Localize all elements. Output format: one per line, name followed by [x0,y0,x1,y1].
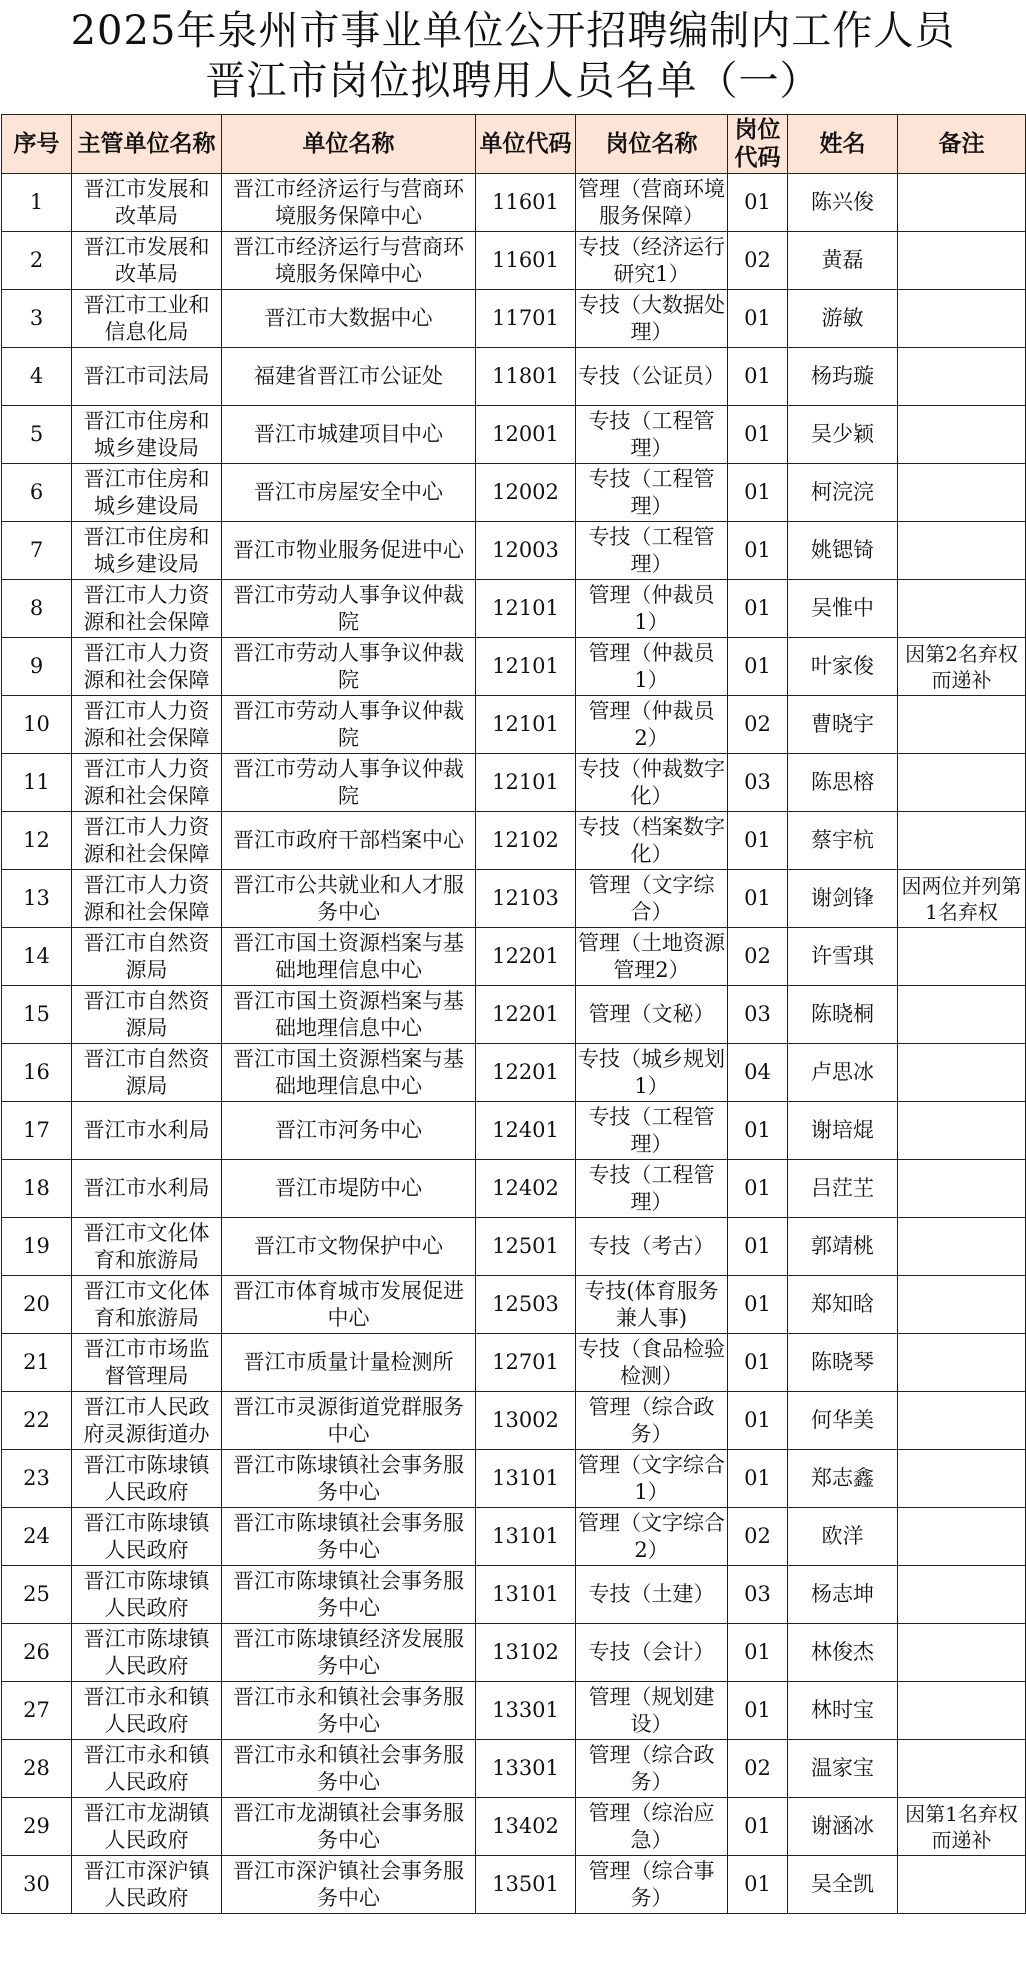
table-row [2,928,1026,986]
cell-unit-name: 晋江市物业服务促进中心 [222,522,476,580]
cell-name: 温家宝 [788,1740,898,1798]
cell-unit-code: 12503 [476,1276,576,1334]
table-row [2,1392,1026,1450]
cell-supervisor: 晋江市自然资源局 [72,986,222,1044]
cell-unit-name: 晋江市灵源街道党群服务中心 [222,1392,476,1450]
cell-position-name: 管理（仲裁员1） [576,638,728,696]
cell-unit-name: 晋江市经济运行与营商环境服务保障中心 [222,174,476,232]
cell-unit-name: 晋江市体育城市发展促进中心 [222,1276,476,1334]
cell-position-code: 01 [728,812,788,870]
cell-position-name: 管理（综合事务） [576,1856,728,1914]
table-row [2,348,1026,406]
cell-unit-name: 晋江市国土资源档案与基础地理信息中心 [222,1044,476,1102]
cell-remarks [898,232,1026,290]
table-row [2,1102,1026,1160]
cell-position-name: 专技（土建） [576,1566,728,1624]
cell-index: 6 [2,464,72,522]
cell-unit-name: 晋江市文物保护中心 [222,1218,476,1276]
cell-position-name: 管理（综治应急） [576,1798,728,1856]
cell-unit-code: 12402 [476,1160,576,1218]
cell-remarks [898,1102,1026,1160]
table-row [2,870,1026,928]
table-row [2,522,1026,580]
cell-unit-name: 晋江市劳动人事争议仲裁院 [222,580,476,638]
cell-unit-name: 晋江市堤防中心 [222,1160,476,1218]
cell-position-name: 专技（公证员） [576,348,728,406]
cell-index: 13 [2,870,72,928]
cell-remarks [898,696,1026,754]
cell-supervisor: 晋江市发展和改革局 [72,174,222,232]
cell-position-name: 专技（档案数字化） [576,812,728,870]
cell-index: 25 [2,1566,72,1624]
cell-position-name: 管理（文秘） [576,986,728,1044]
cell-remarks [898,406,1026,464]
cell-remarks [898,1160,1026,1218]
cell-remarks [898,1334,1026,1392]
cell-unit-name: 晋江市劳动人事争议仲裁院 [222,754,476,812]
cell-position-name: 专技（工程管理） [576,406,728,464]
table-row [2,1334,1026,1392]
cell-unit-name: 晋江市深沪镇社会事务服务中心 [222,1856,476,1914]
cell-unit-name: 晋江市劳动人事争议仲裁院 [222,638,476,696]
cell-index: 16 [2,1044,72,1102]
cell-unit-name: 晋江市陈埭镇经济发展服务中心 [222,1624,476,1682]
table-row [2,1740,1026,1798]
cell-unit-code: 12102 [476,812,576,870]
cell-supervisor: 晋江市文化体育和旅游局 [72,1218,222,1276]
cell-index: 2 [2,232,72,290]
table-row [2,1856,1026,1914]
cell-position-name: 管理（规划建设） [576,1682,728,1740]
table-row [2,1682,1026,1740]
cell-index: 11 [2,754,72,812]
cell-unit-name: 晋江市陈埭镇社会事务服务中心 [222,1566,476,1624]
cell-unit-code: 12101 [476,580,576,638]
cell-position-code: 01 [728,580,788,638]
header-unit-code: 单位代码 [476,115,576,174]
cell-position-name: 管理（文字综合2） [576,1508,728,1566]
cell-position-code: 01 [728,870,788,928]
title-line-1: 2025年泉州市事业单位公开招聘编制内工作人员 [70,8,956,54]
cell-name: 吴惟中 [788,580,898,638]
cell-supervisor: 晋江市人力资源和社会保障 [72,754,222,812]
cell-remarks [898,464,1026,522]
cell-supervisor: 晋江市人力资源和社会保障 [72,580,222,638]
cell-unit-code: 12001 [476,406,576,464]
cell-supervisor: 晋江市水利局 [72,1160,222,1218]
cell-unit-name: 晋江市永和镇社会事务服务中心 [222,1740,476,1798]
cell-name: 何华美 [788,1392,898,1450]
cell-index: 27 [2,1682,72,1740]
cell-name: 游敏 [788,290,898,348]
table-row [2,1450,1026,1508]
header-remarks: 备注 [898,115,1026,174]
table-row [2,696,1026,754]
cell-position-name: 专技（工程管理） [576,1160,728,1218]
cell-unit-name: 晋江市质量计量检测所 [222,1334,476,1392]
cell-position-code: 01 [728,1102,788,1160]
cell-remarks [898,1218,1026,1276]
cell-unit-code: 11601 [476,232,576,290]
cell-name: 姚锶锜 [788,522,898,580]
cell-unit-code: 13402 [476,1798,576,1856]
cell-index: 24 [2,1508,72,1566]
cell-name: 林时宝 [788,1682,898,1740]
cell-position-code: 01 [728,1392,788,1450]
table-row [2,406,1026,464]
cell-position-code: 02 [728,928,788,986]
cell-unit-code: 12201 [476,928,576,986]
cell-index: 29 [2,1798,72,1856]
table-row [2,232,1026,290]
cell-position-code: 01 [728,1160,788,1218]
cell-position-name: 管理（土地资源管理2） [576,928,728,986]
cell-unit-code: 12101 [476,696,576,754]
cell-supervisor: 晋江市陈埭镇人民政府 [72,1508,222,1566]
cell-unit-code: 13101 [476,1508,576,1566]
cell-remarks [898,1740,1026,1798]
cell-supervisor: 晋江市工业和信息化局 [72,290,222,348]
cell-position-code: 01 [728,348,788,406]
cell-position-code: 01 [728,1334,788,1392]
cell-index: 30 [2,1856,72,1914]
cell-unit-code: 12103 [476,870,576,928]
cell-unit-name: 晋江市永和镇社会事务服务中心 [222,1682,476,1740]
cell-position-name: 专技（经济运行研究1） [576,232,728,290]
header-name: 姓名 [788,115,898,174]
cell-position-name: 管理（仲裁员1） [576,580,728,638]
cell-unit-name: 晋江市大数据中心 [222,290,476,348]
cell-remarks [898,1682,1026,1740]
cell-unit-code: 12101 [476,754,576,812]
cell-unit-name: 晋江市劳动人事争议仲裁院 [222,696,476,754]
personnel-table [1,114,1026,1914]
cell-index: 14 [2,928,72,986]
cell-index: 12 [2,812,72,870]
cell-unit-code: 13002 [476,1392,576,1450]
table-row [2,290,1026,348]
cell-position-name: 专技（大数据处理） [576,290,728,348]
document-title [0,0,1026,106]
cell-position-name: 管理（综合政务） [576,1392,728,1450]
cell-position-name: 管理（文字综合） [576,870,728,928]
cell-name: 柯浣浣 [788,464,898,522]
cell-unit-code: 13301 [476,1740,576,1798]
table-row [2,1624,1026,1682]
cell-name: 谢涵冰 [788,1798,898,1856]
cell-supervisor: 晋江市自然资源局 [72,1044,222,1102]
cell-supervisor: 晋江市人力资源和社会保障 [72,812,222,870]
cell-position-code: 01 [728,1450,788,1508]
cell-position-code: 01 [728,174,788,232]
cell-position-code: 01 [728,1276,788,1334]
cell-position-name: 管理（营商环境服务保障） [576,174,728,232]
cell-unit-name: 晋江市公共就业和人才服务中心 [222,870,476,928]
cell-name: 欧洋 [788,1508,898,1566]
header-position-name: 岗位名称 [576,115,728,174]
cell-position-name: 管理（仲裁员2） [576,696,728,754]
cell-position-code: 01 [728,290,788,348]
cell-supervisor: 晋江市深沪镇人民政府 [72,1856,222,1914]
cell-remarks [898,522,1026,580]
cell-unit-name: 晋江市国土资源档案与基础地理信息中心 [222,986,476,1044]
cell-name: 蔡宇杭 [788,812,898,870]
cell-supervisor: 晋江市人民政府灵源街道办 [72,1392,222,1450]
cell-remarks [898,1856,1026,1914]
cell-supervisor: 晋江市陈埭镇人民政府 [72,1450,222,1508]
cell-position-code: 02 [728,696,788,754]
cell-name: 叶家俊 [788,638,898,696]
table-row [2,1508,1026,1566]
cell-remarks [898,1624,1026,1682]
cell-unit-code: 13102 [476,1624,576,1682]
cell-position-name: 专技(体育服务兼人事) [576,1276,728,1334]
cell-supervisor: 晋江市发展和改革局 [72,232,222,290]
cell-remarks [898,928,1026,986]
cell-index: 3 [2,290,72,348]
table-row [2,174,1026,232]
cell-unit-name: 福建省晋江市公证处 [222,348,476,406]
cell-remarks: 因两位并列第1名弃权 [898,870,1026,928]
cell-supervisor: 晋江市自然资源局 [72,928,222,986]
cell-name: 陈思榕 [788,754,898,812]
cell-position-name: 管理（综合政务） [576,1740,728,1798]
table-row [2,754,1026,812]
cell-index: 9 [2,638,72,696]
cell-name: 曹晓宇 [788,696,898,754]
cell-name: 陈晓桐 [788,986,898,1044]
cell-supervisor: 晋江市陈埭镇人民政府 [72,1566,222,1624]
cell-index: 23 [2,1450,72,1508]
cell-supervisor: 晋江市住房和城乡建设局 [72,406,222,464]
cell-name: 谢剑锋 [788,870,898,928]
cell-unit-name: 晋江市国土资源档案与基础地理信息中心 [222,928,476,986]
cell-supervisor: 晋江市龙湖镇人民政府 [72,1798,222,1856]
cell-supervisor: 晋江市住房和城乡建设局 [72,464,222,522]
table-row [2,464,1026,522]
cell-remarks [898,986,1026,1044]
cell-name: 谢培焜 [788,1102,898,1160]
cell-position-code: 02 [728,1740,788,1798]
table-row [2,1160,1026,1218]
cell-position-code: 01 [728,638,788,696]
cell-position-code: 01 [728,1624,788,1682]
cell-unit-code: 12501 [476,1218,576,1276]
cell-index: 5 [2,406,72,464]
cell-supervisor: 晋江市永和镇人民政府 [72,1682,222,1740]
cell-remarks: 因第1名弃权而递补 [898,1798,1026,1856]
cell-name: 黄磊 [788,232,898,290]
table-row [2,986,1026,1044]
table-row [2,812,1026,870]
table-header-row [2,115,1026,174]
cell-position-code: 03 [728,1566,788,1624]
cell-supervisor: 晋江市永和镇人民政府 [72,1740,222,1798]
cell-unit-code: 11801 [476,348,576,406]
table-row [2,1218,1026,1276]
cell-position-name: 专技（食品检验检测） [576,1334,728,1392]
cell-remarks [898,174,1026,232]
cell-position-name: 专技（工程管理） [576,522,728,580]
cell-remarks [898,812,1026,870]
cell-remarks [898,580,1026,638]
cell-position-code: 01 [728,406,788,464]
cell-name: 吴少颖 [788,406,898,464]
cell-index: 19 [2,1218,72,1276]
cell-index: 8 [2,580,72,638]
cell-index: 26 [2,1624,72,1682]
cell-index: 7 [2,522,72,580]
cell-name: 陈兴俊 [788,174,898,232]
cell-supervisor: 晋江市人力资源和社会保障 [72,870,222,928]
cell-position-name: 专技（仲裁数字化） [576,754,728,812]
cell-remarks [898,1392,1026,1450]
cell-supervisor: 晋江市住房和城乡建设局 [72,522,222,580]
cell-index: 18 [2,1160,72,1218]
cell-unit-code: 12002 [476,464,576,522]
cell-remarks [898,1044,1026,1102]
cell-unit-code: 12701 [476,1334,576,1392]
cell-index: 21 [2,1334,72,1392]
cell-unit-name: 晋江市城建项目中心 [222,406,476,464]
cell-unit-code: 12201 [476,986,576,1044]
cell-unit-name: 晋江市经济运行与营商环境服务保障中心 [222,232,476,290]
cell-index: 15 [2,986,72,1044]
cell-position-code: 01 [728,1682,788,1740]
cell-position-code: 01 [728,522,788,580]
cell-name: 陈晓琴 [788,1334,898,1392]
cell-name: 吴全凯 [788,1856,898,1914]
cell-unit-code: 13501 [476,1856,576,1914]
cell-supervisor: 晋江市人力资源和社会保障 [72,638,222,696]
cell-supervisor: 晋江市司法局 [72,348,222,406]
cell-remarks [898,348,1026,406]
cell-index: 22 [2,1392,72,1450]
cell-unit-code: 12101 [476,638,576,696]
cell-index: 1 [2,174,72,232]
cell-position-code: 01 [728,1218,788,1276]
table-row [2,1798,1026,1856]
cell-supervisor: 晋江市文化体育和旅游局 [72,1276,222,1334]
cell-name: 郑志鑫 [788,1450,898,1508]
table-row [2,580,1026,638]
cell-remarks [898,1276,1026,1334]
cell-unit-name: 晋江市政府干部档案中心 [222,812,476,870]
cell-unit-code: 12401 [476,1102,576,1160]
cell-position-code: 02 [728,1508,788,1566]
cell-unit-code: 12003 [476,522,576,580]
header-index: 序号 [2,115,72,174]
cell-name: 杨玙璇 [788,348,898,406]
cell-unit-name: 晋江市河务中心 [222,1102,476,1160]
cell-name: 郑知晗 [788,1276,898,1334]
cell-remarks [898,1508,1026,1566]
cell-name: 许雪琪 [788,928,898,986]
cell-position-name: 专技（考古） [576,1218,728,1276]
title-line-2: 晋江市岗位拟聘用人员名单（一） [205,58,821,104]
table-row [2,1044,1026,1102]
cell-position-code: 04 [728,1044,788,1102]
cell-name: 吕茳芏 [788,1160,898,1218]
header-unit-name: 单位名称 [222,115,476,174]
cell-name: 郭靖桃 [788,1218,898,1276]
cell-name: 卢思冰 [788,1044,898,1102]
cell-index: 20 [2,1276,72,1334]
cell-unit-code: 11601 [476,174,576,232]
table-row [2,1566,1026,1624]
cell-remarks [898,290,1026,348]
cell-supervisor: 晋江市水利局 [72,1102,222,1160]
cell-unit-name: 晋江市房屋安全中心 [222,464,476,522]
cell-position-code: 02 [728,232,788,290]
header-supervisor: 主管单位名称 [72,115,222,174]
cell-unit-name: 晋江市陈埭镇社会事务服务中心 [222,1508,476,1566]
cell-supervisor: 晋江市人力资源和社会保障 [72,696,222,754]
cell-index: 28 [2,1740,72,1798]
cell-unit-code: 13101 [476,1450,576,1508]
cell-position-name: 专技（城乡规划1） [576,1044,728,1102]
header-position-code: 岗位代码 [728,115,788,174]
cell-remarks [898,754,1026,812]
cell-position-code: 03 [728,754,788,812]
cell-name: 杨志坤 [788,1566,898,1624]
cell-position-code: 03 [728,986,788,1044]
table-body [2,174,1026,1914]
table-row [2,1276,1026,1334]
cell-index: 4 [2,348,72,406]
cell-unit-code: 13101 [476,1566,576,1624]
table-row [2,638,1026,696]
cell-position-name: 专技（工程管理） [576,1102,728,1160]
cell-position-code: 01 [728,464,788,522]
cell-remarks: 因第2名弃权而递补 [898,638,1026,696]
cell-supervisor: 晋江市陈埭镇人民政府 [72,1624,222,1682]
cell-unit-code: 11701 [476,290,576,348]
cell-position-name: 专技（会计） [576,1624,728,1682]
cell-supervisor: 晋江市市场监督管理局 [72,1334,222,1392]
cell-index: 10 [2,696,72,754]
cell-position-name: 管理（文字综合1） [576,1450,728,1508]
cell-unit-name: 晋江市陈埭镇社会事务服务中心 [222,1450,476,1508]
cell-index: 17 [2,1102,72,1160]
cell-name: 林俊杰 [788,1624,898,1682]
cell-position-name: 专技（工程管理） [576,464,728,522]
cell-remarks [898,1566,1026,1624]
cell-unit-name: 晋江市龙湖镇社会事务服务中心 [222,1798,476,1856]
cell-unit-code: 13301 [476,1682,576,1740]
cell-remarks [898,1450,1026,1508]
cell-unit-code: 12201 [476,1044,576,1102]
cell-position-code: 01 [728,1856,788,1914]
cell-position-code: 01 [728,1798,788,1856]
